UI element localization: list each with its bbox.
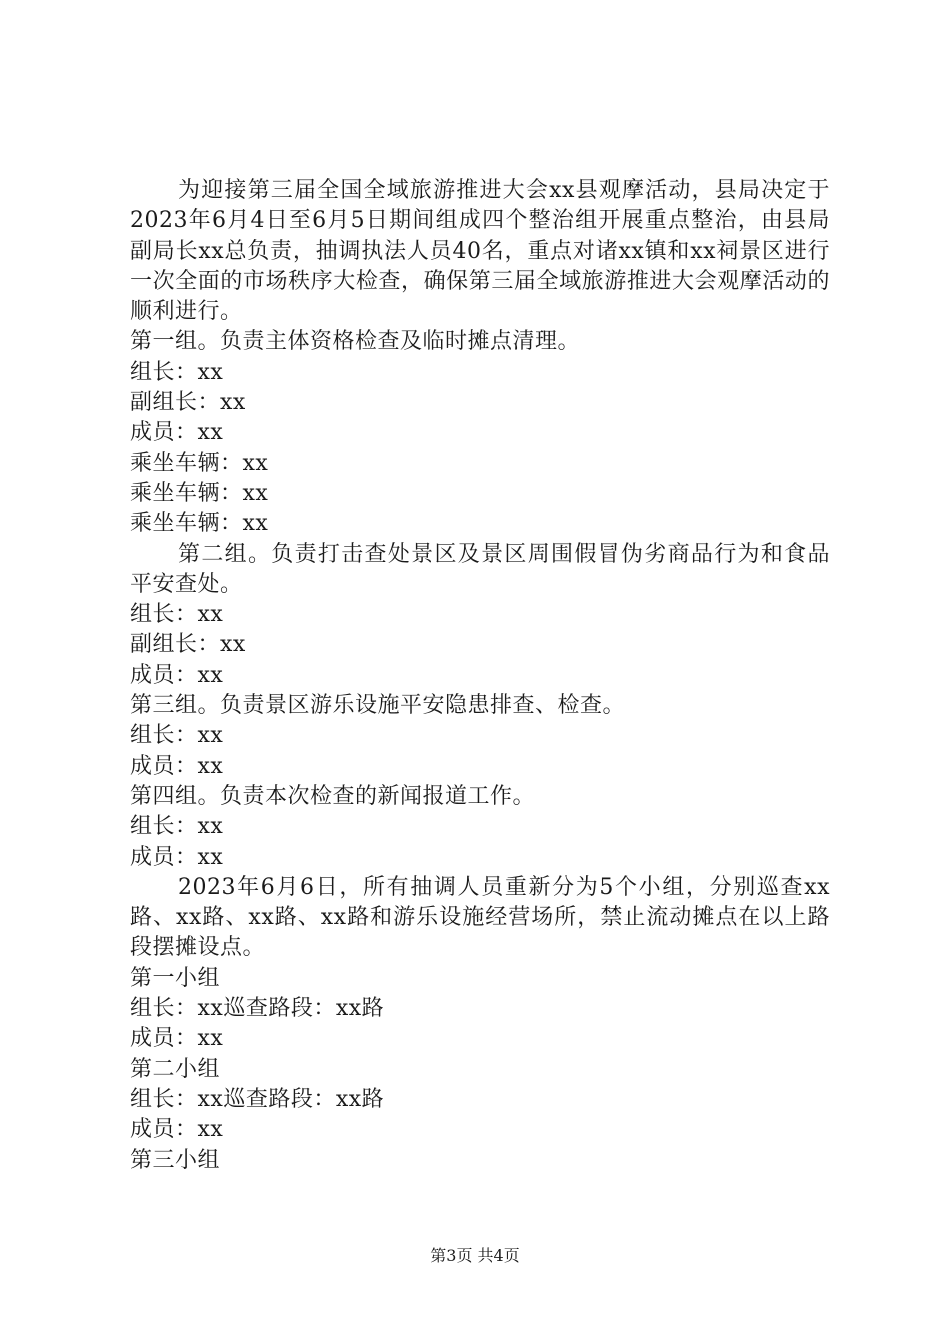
- list-item: 第四组。负责本次检查的新闻报道工作。: [130, 783, 536, 809]
- list-item: 成员：xx: [130, 1117, 224, 1143]
- list-item: 乘坐车辆：xx: [130, 450, 269, 476]
- list-item: 组长：xx巡查路段：xx路: [130, 996, 385, 1022]
- list-item: 乘坐车辆：xx: [130, 511, 269, 537]
- list-item: 组长：xx巡查路段：xx路: [130, 1086, 385, 1112]
- body-paragraph: 为迎接第三届全国全域旅游推进大会xx县观摩活动，县局决定于2023年6月4日至6月5日期间组成四个整治组开展重点整治，由县局副局长xx总负责，抽调执法人员40名，重点对诸xx镇和xx祠景区进行一次全面的市场秩序大检查，确保第三届全域旅游推进大会观摩活动的顺利进行。: [130, 178, 830, 325]
- list-item: 组长：xx: [130, 602, 224, 628]
- list-item: 第二小组: [130, 1056, 221, 1082]
- list-item: 第三组。负责景区游乐设施平安隐患排查、检查。: [130, 693, 626, 719]
- list-item: 组长：xx: [130, 814, 224, 840]
- list-item: 成员：xx: [130, 420, 224, 446]
- list-item: 第三小组: [130, 1147, 221, 1173]
- list-item: 组长：xx: [130, 359, 224, 385]
- body-paragraph: 2023年6月6日，所有抽调人员重新分为5个小组，分别巡查xx路、xx路、xx路、xx路和游乐设施经营场所，禁止流动摊点在以上路段摆摊设点。: [130, 874, 830, 961]
- list-item: 副组长：xx: [130, 632, 246, 658]
- document-body: [130, 176, 830, 1176]
- list-item: 副组长：xx: [130, 390, 246, 416]
- list-item: 成员：xx: [130, 1026, 224, 1052]
- list-item: 组长：xx: [130, 723, 224, 749]
- page-footer: 第3页 共4页: [430, 1246, 520, 1265]
- list-item: 成员：xx: [130, 753, 224, 779]
- list-item: 成员：xx: [130, 844, 224, 870]
- body-paragraph: 第二组。负责打击查处景区及景区周围假冒伪劣商品行为和食品平安查处。: [130, 541, 830, 597]
- list-item: 成员：xx: [130, 662, 224, 688]
- list-item: 乘坐车辆：xx: [130, 480, 269, 506]
- list-item: 第一小组: [130, 965, 221, 991]
- list-item: 第一组。负责主体资格检查及临时摊点清理。: [130, 329, 581, 355]
